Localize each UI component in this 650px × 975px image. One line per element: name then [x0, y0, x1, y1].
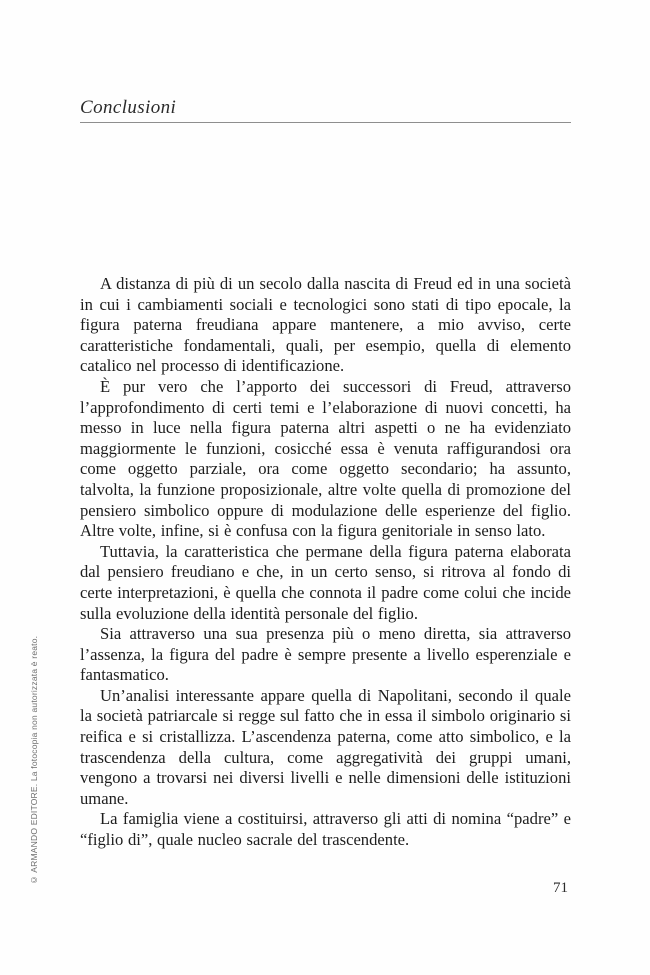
paragraph: Un’analisi interessante appare quella di Napolitani, secondo il quale la società patriarcale si regge sul fatto che in essa il simbolo originario si reifica e si cristallizza. L’ascendenza paterna, come atto simbolico, e la trascendenza della cultura, come aggregatività dei gruppi umani, vengono a trovarsi nei diversi livelli e nelle dimensioni delle istituzioni umane. — [80, 685, 571, 808]
paragraph: Sia attraverso una sua presenza più o meno diretta, sia attraverso l’assenza, la figura del padre è sempre presente a livello esperenziale e fantasmatico. — [80, 624, 571, 685]
copyright-sidenote: © ARMANDO EDITORE. La fotocopia non autorizzata è reato. — [29, 635, 39, 885]
paragraph: Tuttavia, la caratteristica che permane della figura paterna elaborata dal pensiero freudiano e che, in un certo senso, si ritrova al fondo di certe interpretazioni, è quella che connota il padre come colui che incide sulla evoluzione della identità personale del figlio. — [80, 541, 571, 623]
paragraph: È pur vero che l’apporto dei successori di Freud, attraverso l’approfondimento di certi temi e l’elaborazione di nuovi concetti, ha messo in luce nella figura paterna altri aspetti o ne ha evidenziato maggiormente le funzioni, cosicché essa è venuta raffigurandosi ora come oggetto parziale, ora come oggetto secondario; ha assunto, talvolta, la funzione proposizionale, altre volte quella di promozione del pensiero simbolico oppure di modulazione delle esperienze del figlio. Altre volte, infine, si è confusa con la figura genitoriale in senso lato. — [80, 376, 571, 541]
paragraph: La famiglia viene a costituirsi, attraverso gli atti di nomina “padre” e “figlio di”, quale nucleo sacrale del trascendente. — [80, 809, 571, 850]
page-number: 71 — [553, 880, 568, 896]
body-text-block — [80, 274, 571, 851]
chapter-title: Conclusioni — [80, 97, 177, 118]
paragraph: A distanza di più di un secolo dalla nascita di Freud ed in una società in cui i cambiamenti sociali e tecnologici sono stati di tipo epocale, la figura paterna freudiana appare mantenere, a mio avviso, certe caratteristiche fondamentali, quali, per esempio, quella di elemento catalico nel processo di identificazione. — [80, 274, 571, 376]
running-head — [80, 97, 571, 123]
header-rule — [80, 122, 571, 123]
